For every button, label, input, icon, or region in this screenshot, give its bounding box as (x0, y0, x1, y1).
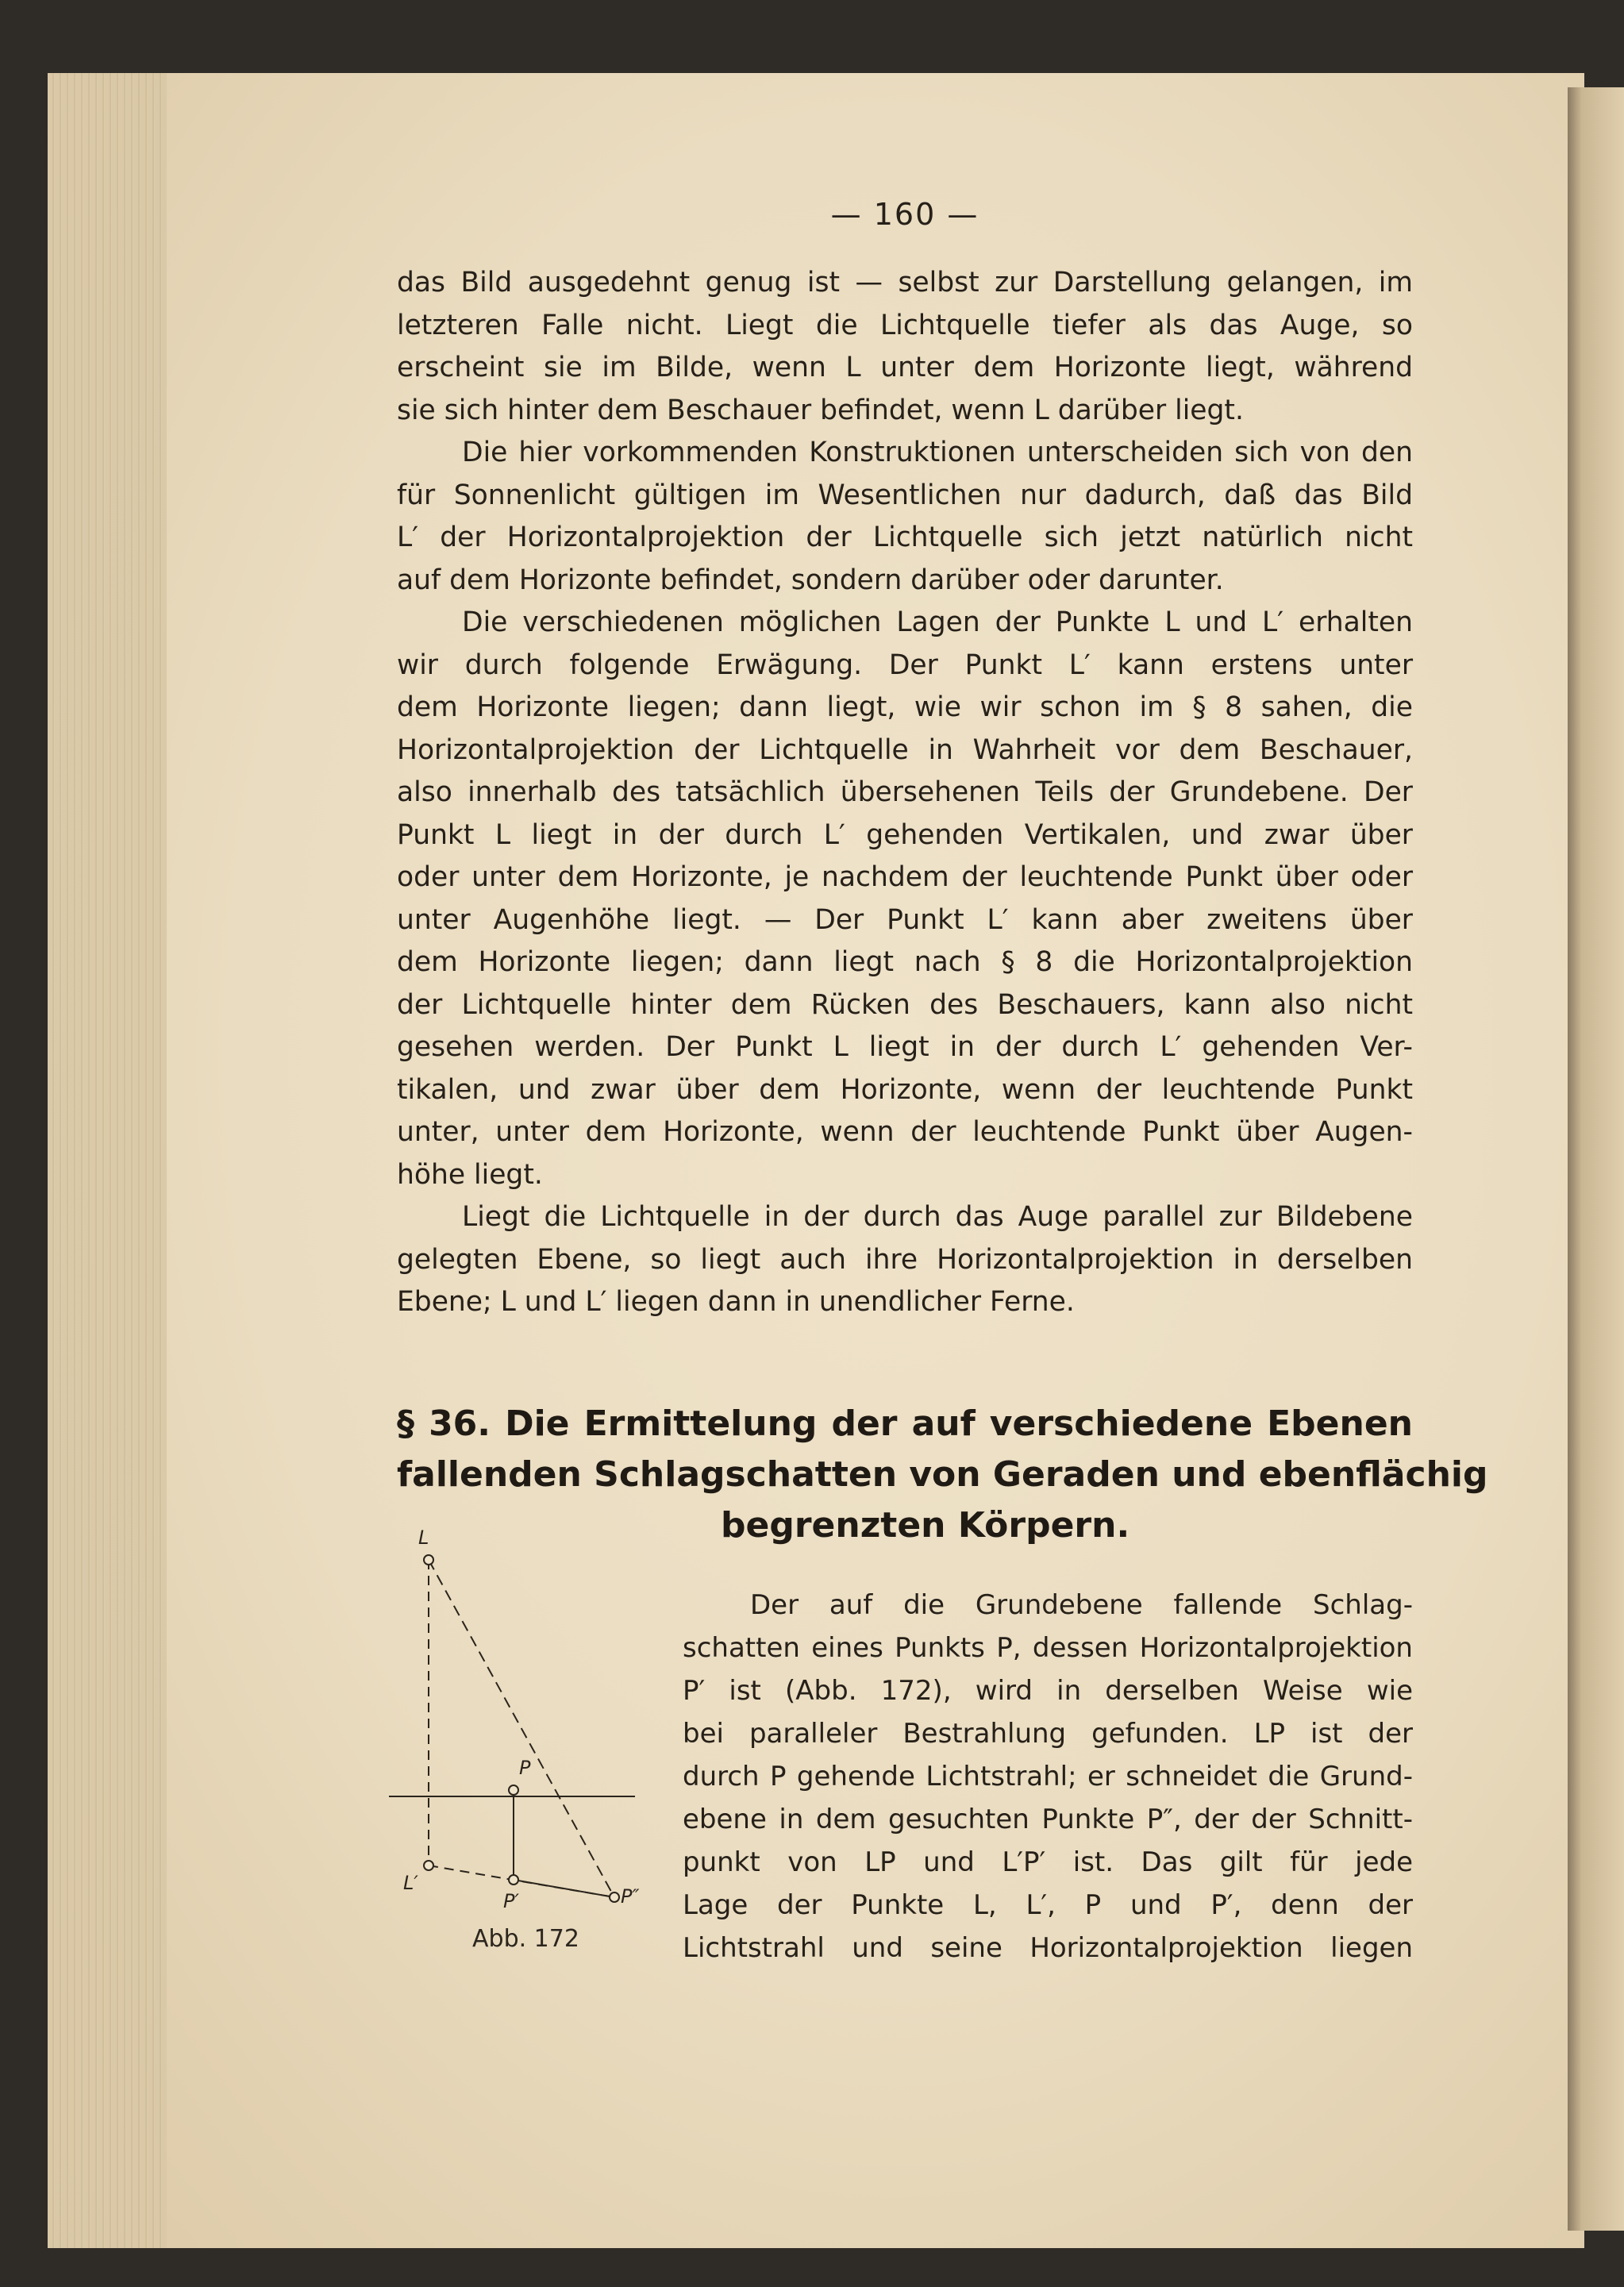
page-content (397, 0, 1488, 2287)
text-line: für Sonnenlicht gültigen im Wesentlichen nur dadurch, daß das Bild (397, 479, 1413, 511)
text-line: also innerhalb des tatsächlich übersehenen Teils der Grundebene. Der (397, 776, 1413, 808)
text-line: auf dem Horizonte befindet, sondern darüber oder darunter. (397, 564, 1224, 596)
text-line: Lichtstrahl und seine Horizontalprojektion liegen (683, 1932, 1413, 1964)
point-P-prime (509, 1875, 518, 1885)
heading-line: § 36. Die Ermittelung der auf verschiedene Ebenen (397, 1403, 1413, 1444)
text-line: letzteren Falle nicht. Liegt die Lichtquelle tiefer als das Auge, so (397, 309, 1413, 341)
text-line: gelegten Ebene, so liegt auch ihre Horizontalprojektion in derselben (397, 1243, 1413, 1276)
label-P: P (519, 1757, 531, 1779)
text-line: punkt von LP und L′P′ ist. Das gilt für jede (683, 1846, 1413, 1878)
heading-line: fallenden Schlagschatten von Geraden und ebenflächig (397, 1454, 1488, 1495)
text-line: unter Augenhöhe liegt. — Der Punkt L′ kann aber zweitens über (397, 903, 1413, 936)
point-P (509, 1785, 518, 1795)
heading-line: begrenzten Körpern. (721, 1505, 1130, 1546)
text-line: Liegt die Lichtquelle in der durch das Auge parallel zur Bildebene (462, 1201, 1413, 1233)
label-P-prime: P′ (503, 1890, 519, 1912)
label-L-prime: L′ (403, 1872, 418, 1894)
text-line: der Lichtquelle hinter dem Rücken des Beschauers, kann also nicht (397, 988, 1413, 1021)
label-L: L (418, 1527, 429, 1549)
facing-page-edge (1568, 87, 1624, 2231)
label-P-double-prime: P″ (621, 1885, 640, 1908)
figure-caption: Abb. 172 (472, 1925, 579, 1953)
point-L (424, 1555, 433, 1565)
text-line: L′ der Horizontalprojektion der Lichtquelle sich jetzt natürlich nicht (397, 522, 1413, 553)
text-line: wir durch folgende Erwägung. Der Punkt L′ kann erstens unter (397, 649, 1413, 681)
text-line: Der auf die Grundebene fallende Schlag- (750, 1589, 1413, 1621)
body-text (397, 262, 1413, 1324)
text-line: gesehen werden. Der Punkt L liegt in der durch L′ gehenden Ver- (397, 1031, 1413, 1063)
text-line: das Bild ausgedehnt genug ist — selbst zur Darstellung gelangen, im (397, 267, 1413, 298)
right-column-text (683, 1584, 1413, 1969)
text-line: oder unter dem Horizonte, je nachdem der leuchtende Punkt über oder (397, 861, 1413, 893)
text-line: erscheint sie im Bilde, wenn L unter dem Horizonte liegt, während (397, 352, 1413, 383)
text-line: tikalen, und zwar über dem Horizonte, wenn der leuchtende Punkt (397, 1073, 1413, 1106)
text-line: Punkt L liegt in der durch L′ gehenden Vertikalen, und zwar über (397, 818, 1413, 851)
text-line: Horizontalprojektion der Lichtquelle in Wahrheit vor dem Beschauer, (397, 733, 1413, 766)
page-number: — 160 — (830, 197, 979, 232)
point-P-double-prime (610, 1892, 619, 1902)
point-L-prime (424, 1861, 433, 1870)
text-line: Die verschiedenen möglichen Lagen der Punkte L und L′ erhalten (462, 606, 1413, 638)
text-line: dem Horizonte liegen; dann liegt, wie wir schon im § 8 sahen, die (397, 691, 1413, 723)
text-line: ebene in dem gesuchten Punkte P″, der der Schnitt- (683, 1804, 1413, 1835)
text-line: Lage der Punkte L, L′, P und P′, denn der (683, 1889, 1413, 1921)
text-line: Ebene; L und L′ liegen dann in unendlicher Ferne. (397, 1286, 1075, 1318)
text-line: unter, unter dem Horizonte, wenn der leuchtende Punkt über Augen- (397, 1116, 1413, 1148)
text-line: Die hier vorkommenden Konstruktionen unterscheiden sich von den (462, 437, 1413, 468)
shadow-line (514, 1880, 614, 1897)
text-line: schatten eines Punkts P, dessen Horizontalprojektion (683, 1632, 1413, 1664)
text-line: dem Horizonte liegen; dann liegt nach § 8 die Horizontalprojektion (397, 946, 1413, 978)
text-line: durch P gehende Lichtstrahl; er schneidet die Grund- (683, 1761, 1413, 1792)
text-line: höhe liegt. (397, 1158, 543, 1191)
light-ray (429, 1560, 614, 1897)
text-line: P′ ist (Abb. 172), wird in derselben Weise wie (683, 1675, 1413, 1707)
page-edges (48, 73, 167, 2248)
figure-172-diagram (373, 1512, 643, 1965)
text-line: sie sich hinter dem Beschauer befindet, wenn L darüber liegt. (397, 394, 1244, 426)
text-line: bei paralleler Bestrahlung gefunden. LP ist der (683, 1718, 1413, 1750)
